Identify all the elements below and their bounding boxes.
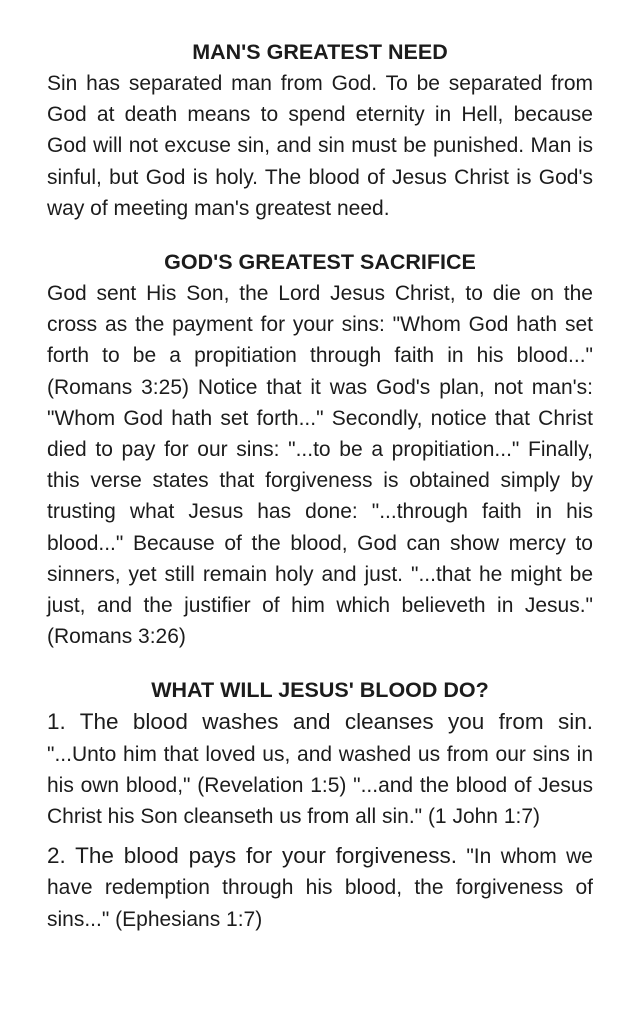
list-item <box>47 706 593 832</box>
list-item <box>47 840 593 935</box>
section-heading: GOD'S GREATEST SACRIFICE <box>164 250 476 275</box>
section-heading: WHAT WILL JESUS' BLOOD DO? <box>151 678 489 703</box>
section-heading: MAN'S GREATEST NEED <box>192 40 448 64</box>
list-item-lead: 1. The blood washes and cleanses you from sin. <box>47 709 593 735</box>
list-item-text: "In whom we have redemption through his blood, the forgiveness of sins..." (Ephesians 1:7) <box>47 845 593 931</box>
section-mans-greatest-need <box>47 36 593 224</box>
list-item-lead: 2. The blood pays for your forgiveness. <box>47 843 457 869</box>
section-gods-greatest-sacrifice <box>47 246 593 652</box>
list-item-text: "...Unto him that loved us, and washed us from our sins in his own blood," (Revelation 1:5) "...and the blood of Jesus Christ his Son cleanseth us from all sin." (1 John 1:7) <box>47 742 593 829</box>
section-body: Sin has separated man from God. To be separated from God at death means to spend eternity in Hell, because God will not excuse sin, and sin must be punished. Man is sinful, but God is holy. The blood of Jesus Christ is God's way of meeting man's greatest need. <box>47 72 593 220</box>
section-what-will-jesus-blood-do <box>47 674 593 934</box>
section-body: God sent His Son, the Lord Jesus Christ, to die on the cross as the payment for your sins: "Whom God hath set forth to be a propitiation through faith in his blood..." (Romans 3:25) Notice that it was God's plan, not man's: "Whom God hath set forth..." Secondly, notice that Christ died to pay for our sins: "...to be a propitiation..." Finally, this verse states that forgiveness is obtained simply by trusting what Jesus has done: "...through faith in his blood..." Because of the blood, God can show mercy to sinners, yet still remain holy and just. "...that he might be just, and the justifier of him which believeth in Jesus." (Romans 3:26) <box>47 282 593 649</box>
